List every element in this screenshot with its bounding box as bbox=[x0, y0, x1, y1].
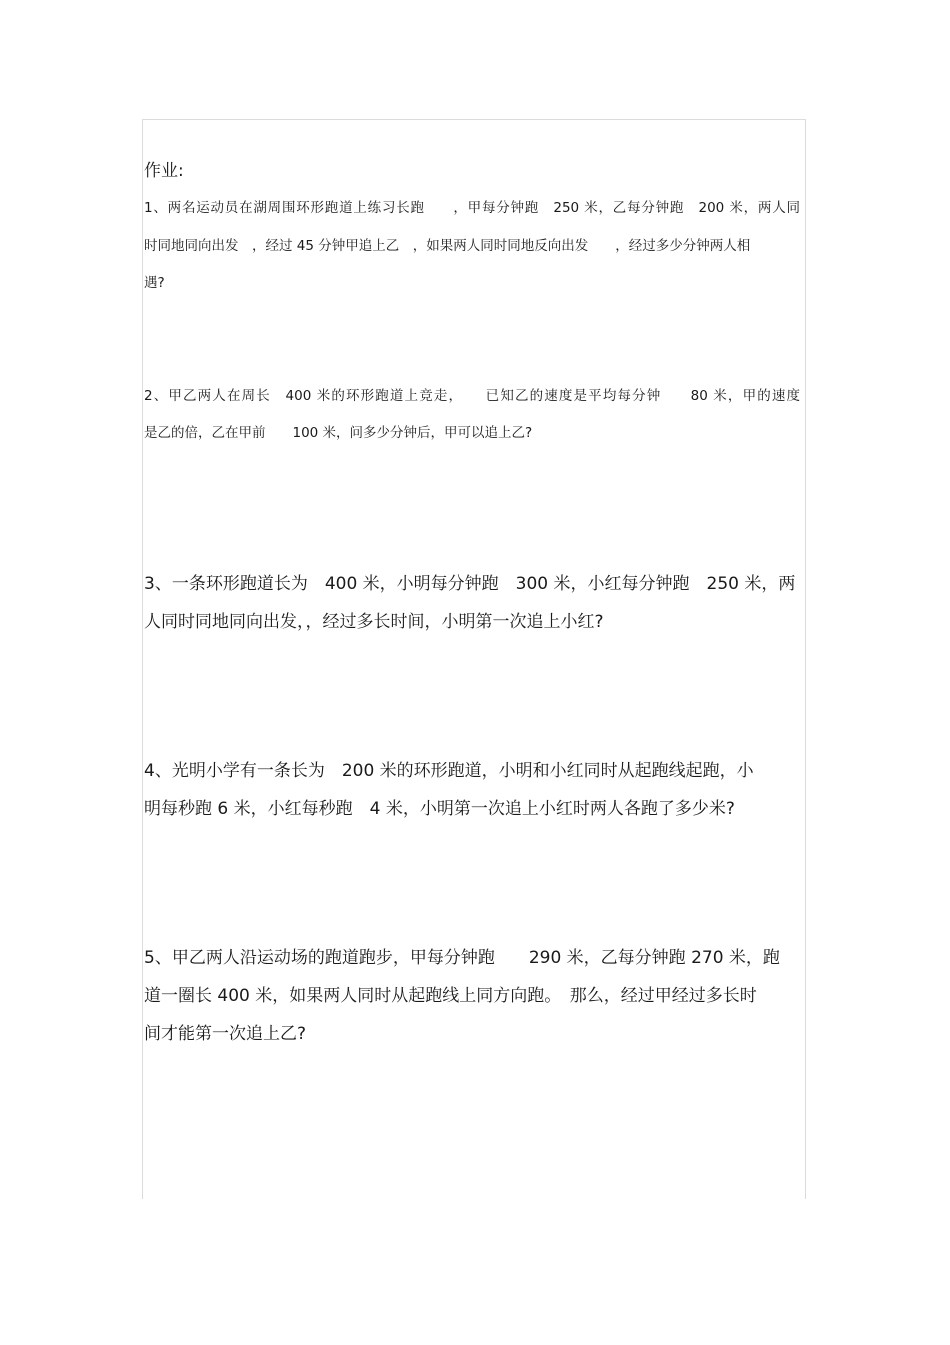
problem-1-line-2: 时同地同向出发 ，经过 45 分钟甲追上乙 ，如果两人同时同地反向出发 ，经过多少分钟两人相 bbox=[144, 238, 751, 254]
problem-2-line-2: 是乙的倍，乙在甲前 100 米，问多少分钟后，甲可以追上乙? bbox=[144, 425, 533, 441]
problem-1-line-1: 1、两名运动员在湖周围环形跑道上练习长跑 ，甲每分钟跑 250 米，乙每分钟跑 200 米，两人同 bbox=[144, 200, 800, 216]
problem-4-line-1: 4、光明小学有一条长为 200 米的环形跑道，小明和小红同时从起跑线起跑，小 bbox=[144, 761, 754, 781]
problem-3-line-2: 人同时同地同向出发，，经过多长时间，小明第一次追上小红? bbox=[144, 612, 604, 632]
problem-1-line-3: 遇? bbox=[144, 275, 165, 291]
problem-2-line-1: 2、甲乙两人在周长 400 米的环形跑道上竞走， 已知乙的速度是平均每分钟 80 米，甲的速度 bbox=[144, 388, 800, 404]
homework-heading: 作业: bbox=[144, 161, 184, 181]
problem-5-line-3: 间才能第一次追上乙? bbox=[144, 1024, 307, 1044]
problem-5-line-1: 5、甲乙两人沿运动场的跑道跑步，甲每分钟跑 290 米，乙每分钟跑 270 米，跑 bbox=[144, 948, 780, 968]
problem-5-line-2: 道一圈长 400 米，如果两人同时从起跑线上同方向跑。 那么，经过甲经过多长时 bbox=[144, 986, 757, 1006]
problem-4-line-2: 明每秒跑 6 米，小红每秒跑 4 米，小明第一次追上小红时两人各跑了多少米? bbox=[144, 799, 735, 819]
problem-3-line-1: 3、一条环形跑道长为 400 米，小明每分钟跑 300 米，小红每分钟跑 250 米，两 bbox=[144, 574, 796, 594]
